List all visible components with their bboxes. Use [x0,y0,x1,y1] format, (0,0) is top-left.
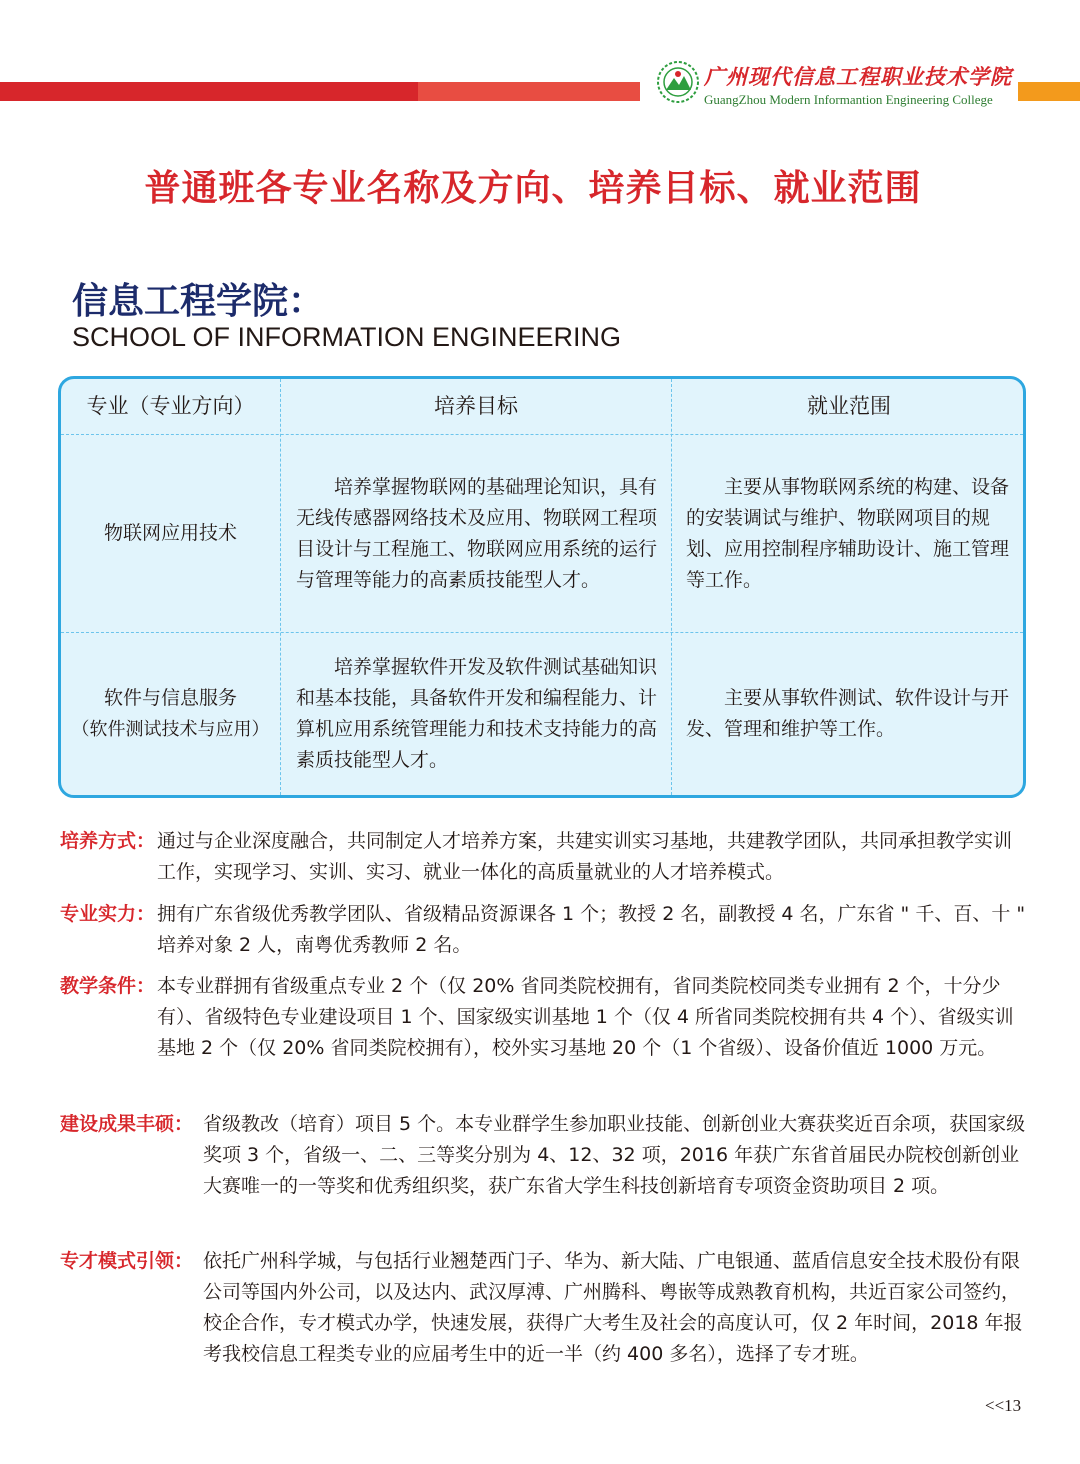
section-label: 培养方式： [60,830,156,852]
section-specialist-mode [60,1246,1030,1401]
section-teaching-conditions [60,971,1030,1095]
header-bar-orange [1018,82,1080,101]
table-row-1-employment [686,435,1018,632]
employment-text: 主要从事软件测试、软件设计与开发、管理和维护等工作。 [686,687,1010,740]
page-title: 普通班各专业名称及方向、培养目标、就业范围 [144,168,922,209]
table-row-2-major [61,633,280,795]
section-label: 建设成果丰硕： [60,1113,194,1135]
section-label: 专业实力： [60,903,156,925]
major-name: 软件与信息服务 [103,687,237,709]
section-text: 依托广州科学城，与包括行业翘楚西门子、华为、新大陆、广电银通、蓝盾信息安全技术股份有限公司等国内外公司，以及达内、武汉厚溥、广州腾科、粤嵌等成熟教育机构，共近百家公司签约，校企合作，专才模式办学，快速发展，获得广大考生及社会的高度认可，仅 2 年时间，2018 年报考我校信息工程类专业的应届考生中的近一半（约 400 多名），选择了专才班。 [203,1250,1023,1365]
table-column-divider [280,379,281,795]
section-training-mode [60,826,1030,888]
header-bar-light-red [418,82,640,101]
section-label: 专才模式引领： [60,1250,194,1272]
employment-text: 主要从事物联网系统的构建、设备的安装调试与维护、物联网项目的规划、应用控制程序辅助设计、施工管理等工作。 [686,475,1010,591]
school-name-en: SCHOOL OF INFORMATION ENGINEERING [72,322,622,352]
table-row-1-goal [296,435,658,632]
college-name-en: GuangZhou Modern Informantion Engineering College [704,92,993,107]
table-row-1-major [61,435,280,632]
goal-text: 培养掌握物联网的基础理论知识，具有无线传感器网络技术及应用、物联网工程项目设计与工程施工、物联网应用系统的运行与管理等能力的高素质技能型人才。 [296,475,658,591]
major-name: 物联网应用技术 [103,522,237,544]
section-label: 教学条件： [60,975,156,997]
majors-table [58,376,1026,798]
table-row-2-employment [686,633,1018,795]
table-header-goal: 培养目标 [434,394,518,418]
section-major-strength [60,899,1030,961]
college-name-cn: 广州现代信息工程职业技术学院 [704,64,1012,89]
section-text: 本专业群拥有省级重点专业 2 个（仅 20% 省同类院校拥有，省同类院校同类专业拥有 2 个，十分少有）、省级特色专业建设项目 1 个、国家级实训基地 1 个（仅 4 所省同类院校拥有共 4 个）、省级实训基地 2 个（仅 20% 省同类院校拥有），校外实习基地 20 个（1 个省级）、设备价值近 1000 万元。 [157,975,1014,1059]
section-text: 通过与企业深度融合，共同制定人才培养方案，共建实训实习基地，共建教学团队，共同承担教学实训工作，实现学习、实训、实习、就业一体化的高质量就业的人才培养模式。 [157,830,1013,883]
table-column-divider [671,379,672,795]
section-achievements [60,1109,1030,1233]
table-header-major: 专业（专业方向） [86,394,255,418]
goal-text: 培养掌握软件开发及软件测试基础知识和基本技能，具备软件开发和编程能力、计算机应用系统管理能力和技术支持能力的高素质技能型人才。 [296,656,658,771]
section-text: 拥有广东省级优秀教学团队、省级精品资源课各 1 个；教授 2 名，副教授 4 名，广东省 " 千、百、十 " 培养对象 2 人，南粤优秀教师 2 名。 [157,903,1026,956]
table-row-2-goal [296,633,658,795]
page-number: <<13 [985,1396,1022,1415]
major-direction: （软件测试技术与应用） [71,719,270,740]
header-bar-red [0,82,418,101]
table-header-employment: 就业范围 [807,394,891,418]
section-text: 省级教改（培育）项目 5 个。本专业群学生参加职业技能、创新创业大赛获奖近百余项，获国家级奖项 3 个，省级一、二、三等奖分别为 4、12、32 项，2016 年获广东省首届民办院校创新创业大赛唯一的一等奖和优秀组织奖，获广东省大学生科技创新培育专项资金资助项目 2 项。 [203,1113,1026,1197]
college-logo-icon [656,60,700,104]
school-name-cn: 信息工程学院： [72,281,325,322]
